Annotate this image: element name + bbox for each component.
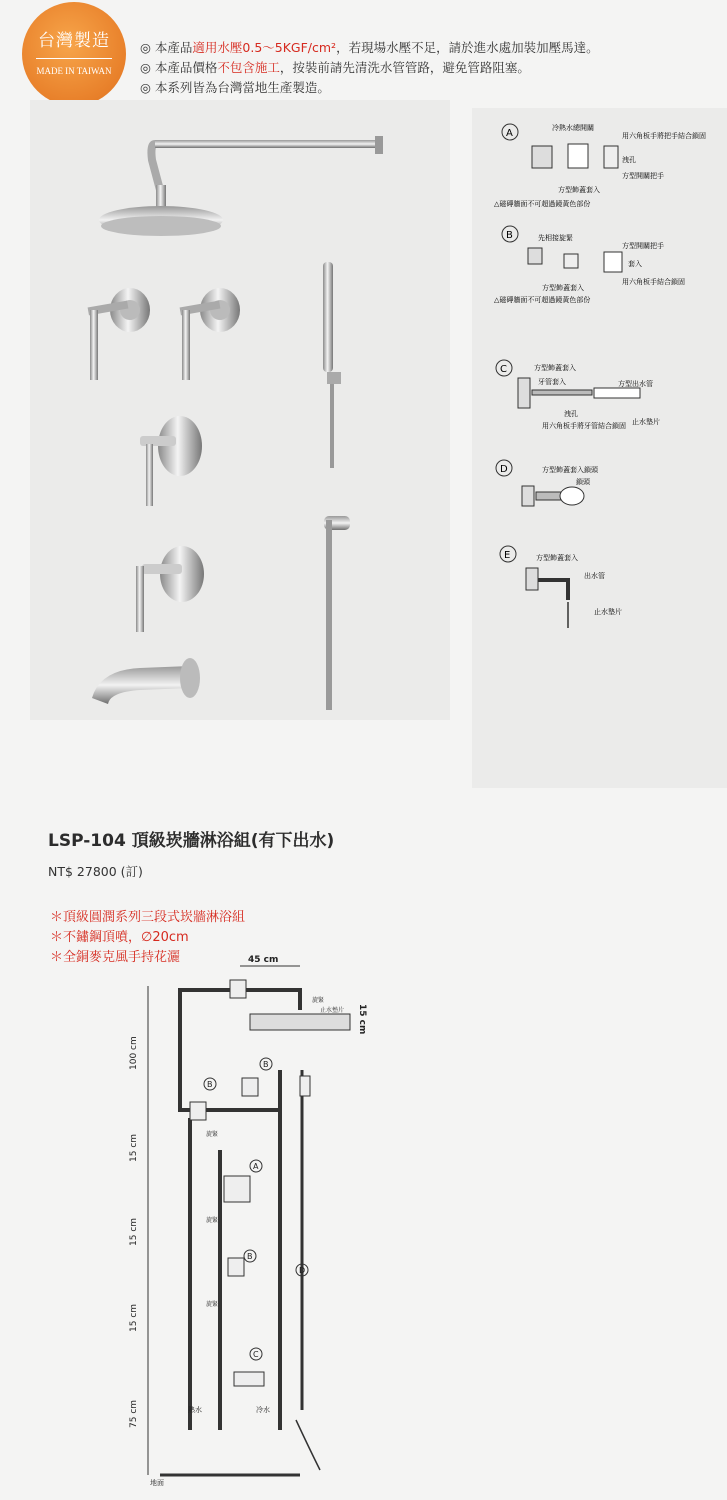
diagram-label: 洩孔 [564,410,578,418]
tighten-label: 旋緊 [206,1301,219,1308]
diagram-warning: △磁磚牆面不可超過鏡黃色部份 [494,296,591,304]
vertical-dimension: 100 cm [129,1036,139,1070]
tighten-label: 旋緊 [206,1131,219,1138]
diagram-label: 洩孔 [622,156,636,164]
install-diagram-d [496,460,599,506]
diagram-label: 方型飾蓋套入 [542,284,584,292]
tighten-label: 旋緊 [206,1217,219,1224]
diagram-letter: A [506,128,513,139]
diagram-label: 方型飾蓋套入鎖頭 [542,466,598,474]
vertical-dimension: 15 cm [129,1303,139,1332]
install-diagram-panel [472,108,727,788]
diagram-label: 牙管套入 [538,378,566,386]
install-diagram-c [496,360,660,430]
note-highlight: 適用水壓0.5～5KGF/cm² [192,40,337,55]
rain-shower-head [99,136,383,236]
diagram-warning: △磁磚牆面不可超過鏡黃色部份 [494,200,591,208]
diagram-letter: D [500,464,508,475]
made-in-taiwan-badge [22,2,126,106]
note-highlight: 不包含施工 [217,60,280,75]
spec-drawing-svg [120,950,420,1490]
install-diagram-a [494,123,706,208]
width-dimension: 45 cm [248,955,279,965]
note-text: ◎ 本產品 [140,40,193,55]
tub-spout [92,658,200,704]
floor-label: 地面 [150,1479,164,1487]
vertical-dimension: 75 cm [129,1399,139,1428]
marker: B [263,1060,269,1069]
note-made-locally [140,78,330,96]
marker: A [253,1162,259,1171]
marker: D [299,1266,306,1275]
diagram-label: 用六角板手結合鎖固 [622,278,685,286]
install-diagram-b [494,226,685,304]
product-photo-panel [30,100,450,720]
feature-item: ＊頂級圓潤系列三段式崁牆淋浴組 [50,910,246,925]
product-title: LSP-104 頂級崁牆淋浴組(有下出水) [48,831,335,851]
diverter-valve-left [88,288,150,380]
product-price: NT$ 27800 (訂) [48,864,143,879]
vertical-dimension: 15 cm [129,1217,139,1246]
head-label: 旋緊 [312,997,325,1004]
product-photos [30,100,450,720]
hot-water-label: 熱水 [188,1406,202,1414]
mixer-valve [140,416,202,506]
diagram-label: 用六角板手將牙管結合鎖固 [542,422,626,430]
spec-drawing [120,950,420,1490]
diagram-label: 方型開關把手 [622,172,664,180]
install-diagram-e [500,546,622,628]
diverter-valve-lower [136,546,204,632]
note-installation [140,58,530,76]
cold-water-label: 冷水 [256,1406,270,1414]
marker: B [247,1252,253,1261]
badge-divider [36,58,112,59]
install-diagrams [472,108,727,788]
badge-english-text: MADE IN TAIWAN [36,66,112,76]
diagram-label: 出水管 [584,572,605,580]
diagram-label: 用六角板手將把手結合鎖固 [622,132,706,140]
note-text: ，按裝前請先清洗水管管路，避免管路阻塞。 [279,60,530,75]
note-text: ◎ 本產品價格 [140,60,218,75]
diagram-label: 止水墊片 [594,608,622,616]
marker: B [207,1080,213,1089]
diagram-label: 鎖頭 [576,478,590,486]
diagram-label: 止水墊片 [632,418,660,426]
marker: C [253,1350,259,1359]
hand-shower-slidebar [323,262,350,710]
head-label: 止水墊片 [320,1007,345,1014]
feature-item: ＊全銅麥克風手持花灑 [50,950,181,965]
diagram-letter: B [506,230,513,241]
vertical-dimension: 15 cm [129,1133,139,1162]
diagram-label: 方型飾蓋套入 [536,554,578,562]
feature-item: ＊不鏽鋼頂噴，∅20cm [50,930,189,945]
diagram-label: 方型飾蓋套入 [558,186,600,194]
diagram-label: 方型開關把手 [622,242,664,250]
diagram-label: 冷熱水總開關 [552,124,594,132]
note-text: ，若現場水壓不足，請於進水處加裝加壓馬達。 [336,40,599,55]
diagram-label: 先相接旋緊 [538,234,573,242]
height-dimension: 15 cm [357,1004,367,1035]
diverter-valve-right [180,288,240,380]
diagram-label: 方型出水管 [618,380,653,388]
diagram-label: 套入 [628,260,642,268]
diagram-label: 方型飾蓋套入 [534,364,576,372]
badge-chinese-text: 台灣製造 [38,31,110,51]
note-water-pressure [140,38,599,56]
diagram-letter: E [504,550,511,561]
diagram-letter: C [500,364,507,375]
note-text: ◎ 本系列皆為台灣當地生產製造。 [140,80,330,95]
